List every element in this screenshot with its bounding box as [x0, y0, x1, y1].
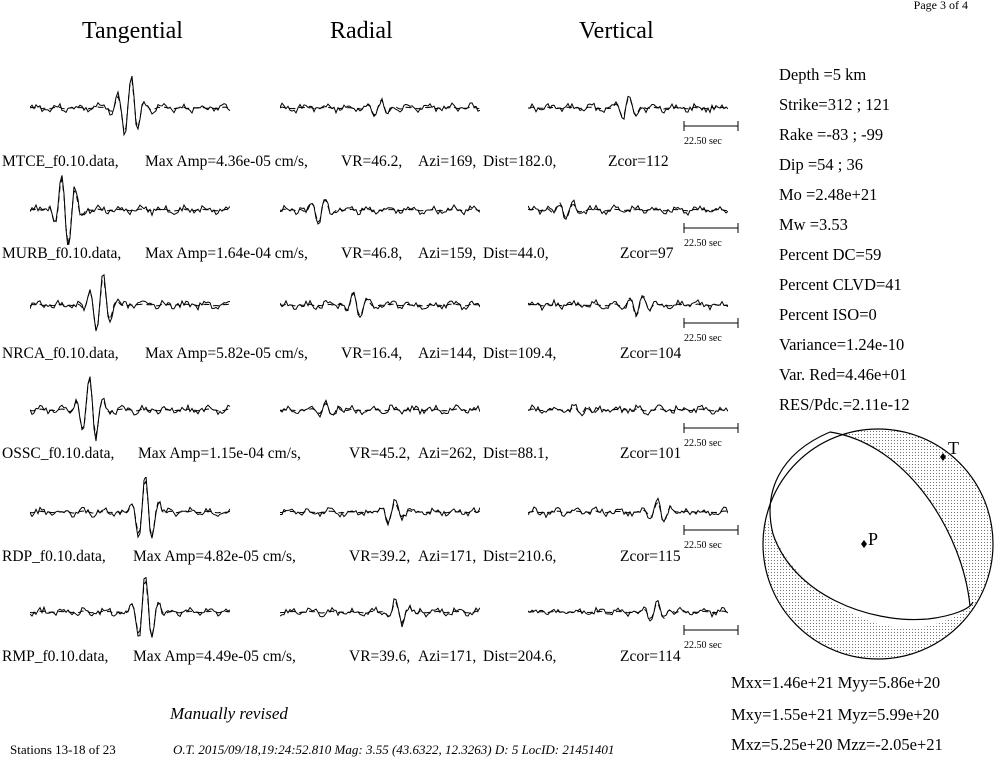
synthetic-waveform	[528, 502, 728, 522]
station-dist: Dist=109.4,	[483, 345, 557, 362]
focal-mechanism-beachball	[758, 424, 1000, 664]
station-max-amp: Max Amp=5.82e-05 cm/s,	[145, 345, 308, 362]
station-row	[2, 245, 722, 265]
param-mo: Mo =2.48e+21	[779, 185, 878, 204]
station-max-amp: Max Amp=1.15e-04 cm/s,	[138, 445, 301, 462]
seismogram-trace	[280, 375, 480, 445]
station-zcor: Zcor=97	[620, 245, 674, 262]
station-file: RDP_f0.10.data,	[2, 548, 106, 565]
time-scale-bar	[682, 317, 752, 347]
station-vr: VR=39.6,	[349, 648, 411, 665]
synthetic-waveform	[280, 403, 480, 416]
station-row	[2, 445, 722, 465]
station-row	[2, 345, 722, 365]
station-vr: VR=16.4,	[341, 345, 403, 362]
station-file: RMP_f0.10.data,	[2, 648, 109, 665]
observed-waveform	[30, 175, 230, 245]
station-max-amp: Max Amp=4.36e-05 cm/s,	[145, 153, 308, 170]
station-dist: Dist=210.6,	[483, 548, 557, 565]
station-vr: VR=45.2,	[349, 445, 411, 462]
param-var-red: Var. Red=4.46e+01	[779, 365, 908, 384]
synthetic-waveform	[528, 296, 728, 317]
observed-waveform	[528, 297, 728, 315]
seismogram-trace	[280, 477, 480, 547]
solution-parameters	[779, 60, 910, 420]
station-vr: VR=46.8,	[341, 245, 403, 262]
station-dist: Dist=88.1,	[483, 445, 549, 462]
synthetic-waveform	[280, 100, 480, 115]
column-header-radial: Radial	[330, 18, 393, 44]
observed-waveform	[280, 200, 480, 224]
station-file: NRCA_f0.10.data,	[2, 345, 119, 362]
station-azi: Azi=159,	[418, 245, 477, 262]
param-res-pdc: RES/Pdc.=2.11e-12	[779, 395, 910, 414]
station-azi: Azi=171,	[418, 648, 477, 665]
station-row	[2, 548, 722, 568]
station-file: MURB_f0.10.data,	[2, 245, 122, 262]
station-zcor: Zcor=115	[620, 548, 681, 565]
station-vr: VR=39.2,	[349, 548, 411, 565]
time-scale-label: 22.50 sec	[684, 540, 722, 551]
moment-tensor-row-3: Mxz=5.25e+20 Mzz=-2.05e+21	[731, 735, 943, 754]
observed-waveform	[280, 500, 480, 525]
param-percent-dc: Percent DC=59	[779, 245, 882, 264]
seismogram-trace	[30, 175, 230, 245]
station-azi: Azi=262,	[418, 445, 477, 462]
moment-tensor-row-1: Mxx=1.46e+21 Myy=5.86e+20	[731, 673, 941, 692]
observed-waveform	[30, 76, 230, 135]
station-zcor: Zcor=101	[620, 445, 682, 462]
param-rake: Rake =-83 ; -99	[779, 125, 884, 144]
param-variance: Variance=1.24e-10	[779, 335, 905, 354]
page-label: Page 3 of 4	[913, 0, 968, 12]
station-max-amp: Max Amp=1.64e-04 cm/s,	[145, 245, 308, 262]
param-percent-iso: Percent ISO=0	[779, 305, 877, 324]
seismogram-trace	[280, 175, 480, 245]
seismogram-trace	[30, 270, 230, 340]
station-dist: Dist=182.0,	[483, 153, 557, 170]
station-azi: Azi=169,	[418, 153, 477, 170]
station-dist: Dist=204.6,	[483, 648, 557, 665]
station-row	[2, 153, 722, 173]
synthetic-waveform	[280, 293, 480, 316]
observed-waveform	[528, 405, 728, 416]
time-scale-label: 22.50 sec	[684, 640, 722, 651]
station-dist: Dist=44.0,	[483, 245, 549, 262]
column-header-tangential: Tangential	[82, 18, 183, 44]
p-axis-label: P	[868, 529, 879, 549]
station-zcor: Zcor=104	[620, 345, 682, 362]
seismogram-trace	[280, 73, 480, 143]
column-header-vertical: Vertical	[579, 18, 654, 44]
observed-waveform	[30, 578, 230, 638]
observed-waveform	[30, 275, 230, 331]
moment-tensor-row-2: Mxy=1.55e+21 Myz=5.99e+20	[731, 705, 940, 724]
time-scale-label: 22.50 sec	[684, 238, 722, 249]
revision-note: Manually revised	[170, 704, 288, 723]
observed-waveform	[280, 400, 480, 417]
seismogram-trace	[30, 577, 230, 647]
param-depth: Depth =5 km	[779, 65, 867, 84]
station-zcor: Zcor=114	[620, 648, 681, 665]
observed-waveform	[528, 601, 728, 621]
seismogram-trace	[280, 577, 480, 647]
station-zcor: Zcor=112	[608, 153, 669, 170]
station-azi: Azi=171,	[418, 548, 477, 565]
station-azi: Azi=144,	[418, 345, 477, 362]
station-max-amp: Max Amp=4.82e-05 cm/s,	[133, 548, 296, 565]
observed-waveform	[528, 498, 728, 521]
param-mw: Mw =3.53	[779, 215, 848, 234]
synthetic-waveform	[528, 98, 728, 116]
param-dip: Dip =54 ; 36	[779, 155, 864, 174]
p-axis-marker	[861, 540, 867, 548]
station-vr: VR=46.2,	[341, 153, 403, 170]
station-row	[2, 648, 722, 668]
t-axis-label: T	[948, 438, 959, 458]
time-scale-label: 22.50 sec	[684, 136, 722, 147]
seismogram-trace	[30, 375, 230, 445]
footer-event-info: O.T. 2015/09/18,19:24:52.810 Mag: 3.55 (43.6322, 12.3263) D: 5 LocID: 21451401	[173, 742, 615, 757]
time-scale-bar	[682, 120, 752, 150]
seismogram-trace	[30, 477, 230, 547]
time-scale-label: 22.50 sec	[684, 438, 722, 449]
station-file: OSSC_f0.10.data,	[2, 445, 115, 462]
seismogram-trace	[30, 73, 230, 143]
seismogram-trace	[280, 270, 480, 340]
param-percent-clvd: Percent CLVD=41	[779, 275, 902, 294]
time-scale-label: 22.50 sec	[684, 333, 722, 344]
footer-stations: Stations 13-18 of 23	[10, 742, 116, 757]
station-max-amp: Max Amp=4.49e-05 cm/s,	[133, 648, 296, 665]
param-strike: Strike=312 ; 121	[779, 95, 891, 114]
station-file: MTCE_f0.10.data,	[2, 153, 119, 170]
observed-waveform	[280, 599, 480, 627]
synthetic-waveform	[30, 481, 230, 537]
observed-waveform	[30, 477, 230, 538]
